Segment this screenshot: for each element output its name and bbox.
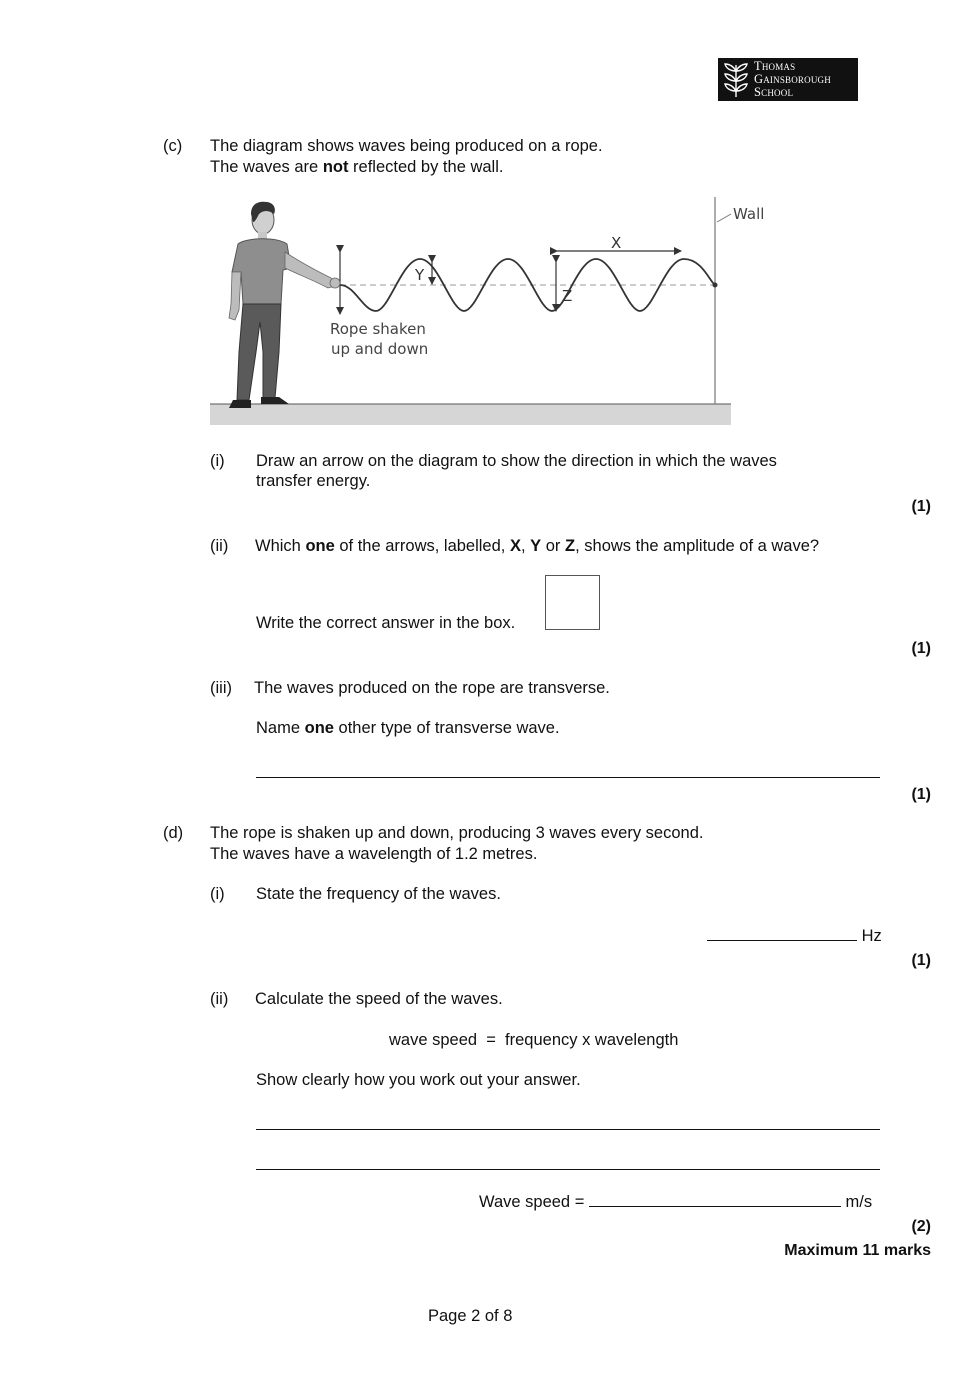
working-line-2[interactable]	[256, 1169, 880, 1170]
q-d-ii-instruction: Show clearly how you work out your answer.	[256, 1071, 581, 1089]
q-c-ii-b4: Z	[565, 537, 576, 555]
wave-speed-answer-line[interactable]	[589, 1191, 841, 1207]
wave-speed-answer-label: Wave speed =	[479, 1193, 589, 1211]
ground	[210, 404, 731, 425]
q-c-i-label: (i)	[210, 452, 225, 470]
q-d-i-label: (i)	[210, 885, 225, 903]
q-d-ii-text: Calculate the speed of the waves.	[255, 990, 503, 1008]
q-c-ii-b3: Y	[530, 537, 542, 555]
part-c-line-2-pre: The waves are	[210, 158, 323, 176]
q-d-i-marks: (1)	[911, 952, 931, 969]
wave-speed-answer	[479, 1191, 872, 1213]
part-c-line-1: The diagram shows waves being produced on a rope.	[210, 137, 603, 155]
working-line-1[interactable]	[256, 1129, 880, 1130]
person-figure	[229, 202, 340, 408]
q-d-ii-label: (ii)	[210, 990, 229, 1008]
q-c-iii-marks: (1)	[911, 786, 931, 803]
q-c-iii-answer-line[interactable]	[256, 777, 880, 778]
q-c-iii-line-1: The waves produced on the rope are transverse.	[254, 679, 610, 697]
q-c-ii-b1: one	[305, 537, 335, 555]
arrow-y-label: Y	[415, 266, 425, 284]
q-c-ii-label: (ii)	[210, 537, 229, 555]
part-d-line-2: The waves have a wavelength of 1.2 metres.	[210, 845, 538, 863]
rope-label-1: Rope shaken	[330, 320, 426, 338]
q-c-iii-label: (iii)	[210, 679, 232, 697]
frequency-answer	[707, 925, 882, 947]
total-marks: Maximum 11 marks	[784, 1242, 931, 1259]
q-d-i-text: State the frequency of the waves.	[256, 885, 501, 903]
rope-label-2: up and down	[331, 340, 429, 358]
answer-box[interactable]	[545, 575, 600, 630]
wall-label: Wall	[733, 205, 765, 223]
q-c-ii-instruction: Write the correct answer in the box.	[256, 614, 516, 632]
q-c-ii-b2: X	[509, 537, 521, 555]
frequency-unit: Hz	[861, 927, 882, 945]
rope-wave-diagram[interactable]	[205, 192, 765, 428]
part-c-line-2-post: reflected by the wall.	[348, 158, 504, 176]
q-c-ii-t2: of the arrows, labelled,	[334, 537, 510, 555]
q-c-ii-t3: ,	[520, 537, 531, 555]
part-c-line-2-bold: not	[322, 158, 349, 176]
rope-wave	[340, 259, 715, 311]
q-c-iii-name-bold: one	[304, 719, 334, 737]
part-d-line-1: The rope is shaken up and down, producing 3 waves every second.	[210, 824, 704, 842]
q-d-ii-marks: (2)	[911, 1218, 931, 1235]
school-logo	[718, 58, 858, 101]
wave-speed-equation: wave speed = frequency x wavelength	[389, 1031, 679, 1049]
q-c-iii-name-post: other type of transverse wave.	[333, 719, 560, 737]
q-c-ii-marks: (1)	[911, 640, 931, 657]
q-c-ii-t5: , shows the amplitude of a wave?	[575, 537, 820, 555]
logo-line-3: School	[754, 85, 794, 99]
rope-end-point	[713, 283, 718, 288]
logo-line-1: Thomas	[754, 59, 796, 73]
wave-speed-unit: m/s	[845, 1193, 873, 1211]
leaf-emblem-icon	[722, 61, 750, 99]
q-c-ii-t1: Which	[255, 537, 306, 555]
q-c-iii-name-pre: Name	[256, 719, 305, 737]
q-c-ii-t4: or	[541, 537, 566, 555]
logo-line-2: Gainsborough	[754, 72, 831, 86]
part-c-line-2	[210, 157, 503, 178]
page-number: Page 2 of 8	[428, 1307, 513, 1325]
frequency-answer-line[interactable]	[707, 925, 857, 941]
part-c-label: (c)	[163, 137, 183, 155]
arrow-z-label: Z	[562, 287, 573, 305]
wall-pointer-line	[717, 214, 731, 222]
part-d-label: (d)	[163, 824, 184, 842]
q-c-ii-question	[255, 536, 819, 557]
q-c-iii-name	[256, 718, 560, 739]
q-c-i-line-1: Draw an arrow on the diagram to show the direction in which the waves	[256, 452, 777, 470]
q-c-i-marks: (1)	[911, 498, 931, 515]
arrow-x-label: X	[611, 234, 622, 252]
q-c-i-line-2: transfer energy.	[256, 472, 371, 490]
